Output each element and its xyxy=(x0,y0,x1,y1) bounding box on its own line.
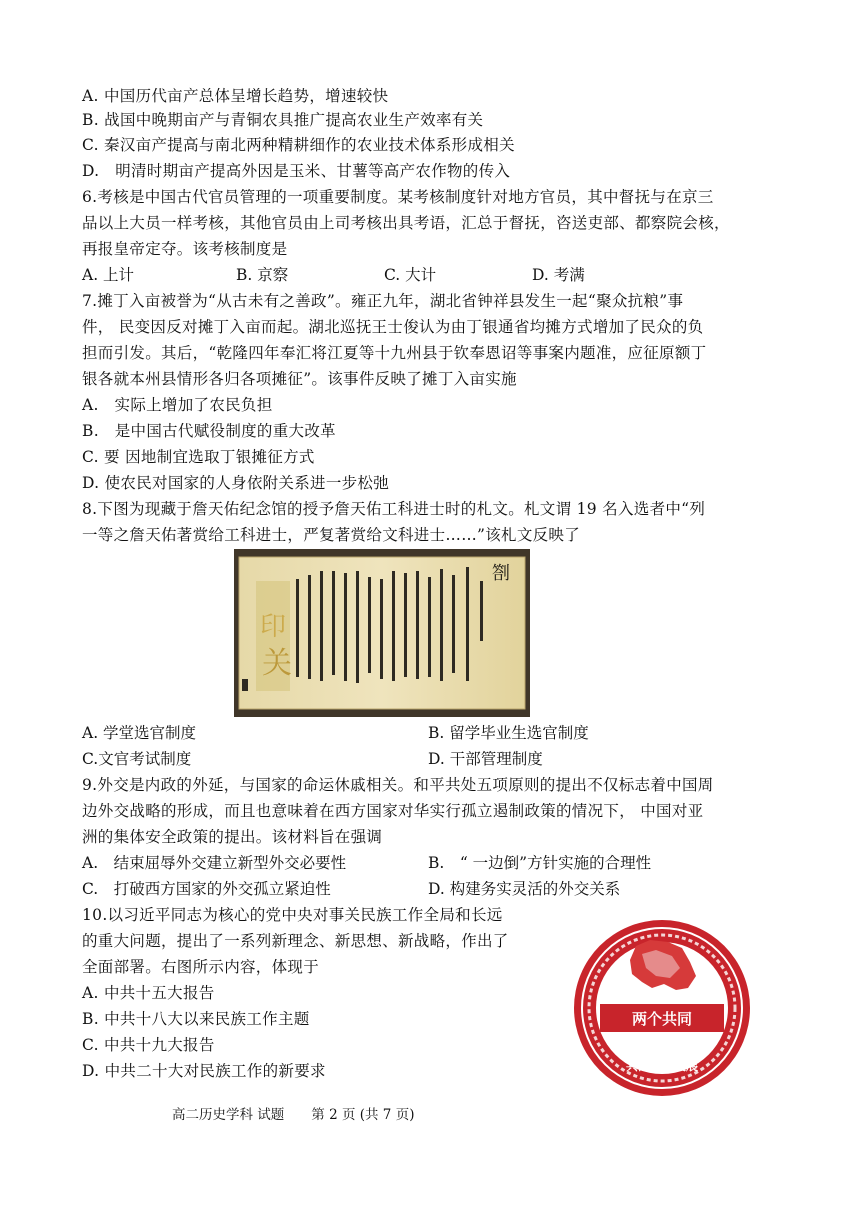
q6-option-a: A. 上计 xyxy=(82,266,135,284)
q5-option-a: A. 中国历代亩产总体呈增长趋势，增速较快 xyxy=(82,87,389,105)
q9-options-row2 xyxy=(82,876,782,902)
q10-option-a: A. 中共十五大报告 xyxy=(82,984,215,1002)
q10-option-b: B. 中共十八大以来民族工作主题 xyxy=(82,1010,310,1028)
q7-option-d: D. 使农民对国家的人身依附关系进一步松弛 xyxy=(82,474,390,492)
q6-option-d: D. 考满 xyxy=(532,266,585,284)
badge-title: 两个共同 xyxy=(631,1010,693,1028)
q9-option-d: D. 构建务实灵活的外交关系 xyxy=(428,880,621,898)
q8-option-c: C.文官考试制度 xyxy=(82,750,192,768)
two-commons-badge xyxy=(572,918,752,1098)
q9-options-row1 xyxy=(82,850,782,876)
q9-stem-line: 边外交战略的形成，而且也意味着在西方国家对华实行孤立遏制政策的情况下， 中国对亚 xyxy=(82,802,704,820)
q7-option-b: B. 是中国古代赋役制度的重大改革 xyxy=(82,422,336,440)
q6-option-c: C. 大计 xyxy=(384,266,437,284)
q7-option-c: C. 要 因地制宜选取丁银摊征方式 xyxy=(82,448,315,466)
q8-options-row2 xyxy=(82,746,782,772)
q8-options-row1 xyxy=(82,720,782,746)
q10-stem-line: 全面部署。右图所示内容，体现于 xyxy=(82,958,320,976)
svg-text:关: 关 xyxy=(262,646,292,681)
q6-stem-line: 品以上大员一样考核，其他官员由上司考核出具考语，汇总于督抚，咨送吏部、都察院会核， xyxy=(82,214,730,232)
scroll-image xyxy=(234,549,530,717)
q8-option-d: D. 干部管理制度 xyxy=(428,750,543,768)
q9-option-a: A. 结束屈辱外交建立新型外交必要性 xyxy=(82,854,347,872)
q5-option-c: C. 秦汉亩产提高与南北两种精耕细作的农业技术体系形成相关 xyxy=(82,136,515,154)
q8-stem-line: 一等之詹天佑著赏给工科进士，严复著赏给文科进士……”该札文反映了 xyxy=(82,526,581,544)
svg-text:印: 印 xyxy=(260,612,287,642)
q10-stem-line: 的重大问题，提出了一系列新理念、新思想、新战略，作出了 xyxy=(82,932,509,950)
q9-option-b: B. “ 一边倒”方针实施的合理性 xyxy=(428,854,652,872)
svg-text:劄: 劄 xyxy=(492,563,510,584)
q8-option-a: A. 学堂选官制度 xyxy=(82,724,197,742)
q7-option-a: A. 实际上增加了农民负担 xyxy=(82,396,273,414)
q6-options xyxy=(82,262,782,288)
q8-stem-line: 8.下图为现藏于詹天佑纪念馆的授予詹天佑工科进士时的札文。札文谓 19 名入选者中“列 xyxy=(82,500,706,518)
q6-stem-line: 6.考核是中国古代官员管理的一项重要制度。某考核制度针对地方官员，其中督抚与在京三 xyxy=(82,188,714,206)
q6-option-b: B. 京察 xyxy=(236,266,289,284)
badge-line1: 共同团结奋斗 xyxy=(625,1041,699,1055)
q7-stem-line: 7.摊丁入亩被誉为“从古未有之善政”。雍正九年，湖北省钟祥县发生一起“聚众抗粮”事 xyxy=(82,292,684,310)
q6-stem-line: 再报皇帝定夺。该考核制度是 xyxy=(82,240,288,258)
q9-option-c: C. 打破西方国家的外交孤立紧迫性 xyxy=(82,880,331,898)
q7-stem-line: 银各就本州县情形各归各项摊征”。该事件反映了摊丁入亩实施 xyxy=(82,370,517,388)
q9-stem-line: 洲的集体安全政策的提出。该材料旨在强调 xyxy=(82,828,383,846)
q10-option-d: D. 中共二十大对民族工作的新要求 xyxy=(82,1062,326,1080)
badge-line2: 共同繁荣发展 xyxy=(625,1059,699,1073)
q7-stem-line: 担而引发。其后，“乾隆四年奉汇将江夏等十九州县于钦奉恩诏等事案内题准，应征原额丁 xyxy=(82,344,707,362)
q8-option-b: B. 留学毕业生选官制度 xyxy=(428,724,589,742)
badge-graphic xyxy=(572,918,752,1098)
q9-stem-line: 9.外交是内政的外延，与国家的命运休戚相关。和平共处五项原则的提出不仅标志着中国周 xyxy=(82,776,714,794)
q10-option-c: C. 中共十九大报告 xyxy=(82,1036,215,1054)
q5-option-d: D. 明清时期亩产提高外因是玉米、甘薯等高产农作物的传入 xyxy=(82,162,511,180)
q10-stem-line: 10.以习近平同志为核心的党中央对事关民族工作全局和长远 xyxy=(82,906,503,924)
page-footer: 高二历史学科 试题 第 2 页 (共 7 页) xyxy=(172,1107,415,1123)
q5-option-b: B. 战国中晚期亩产与青铜农具推广提高农业生产效率有关 xyxy=(82,111,484,129)
q7-stem-line: 件， 民变因反对摊丁入亩而起。湖北巡抚王士俊认为由丁银通省均摊方式增加了民众的负 xyxy=(82,318,704,336)
zhan-tianyou-certificate-photo xyxy=(234,549,530,717)
